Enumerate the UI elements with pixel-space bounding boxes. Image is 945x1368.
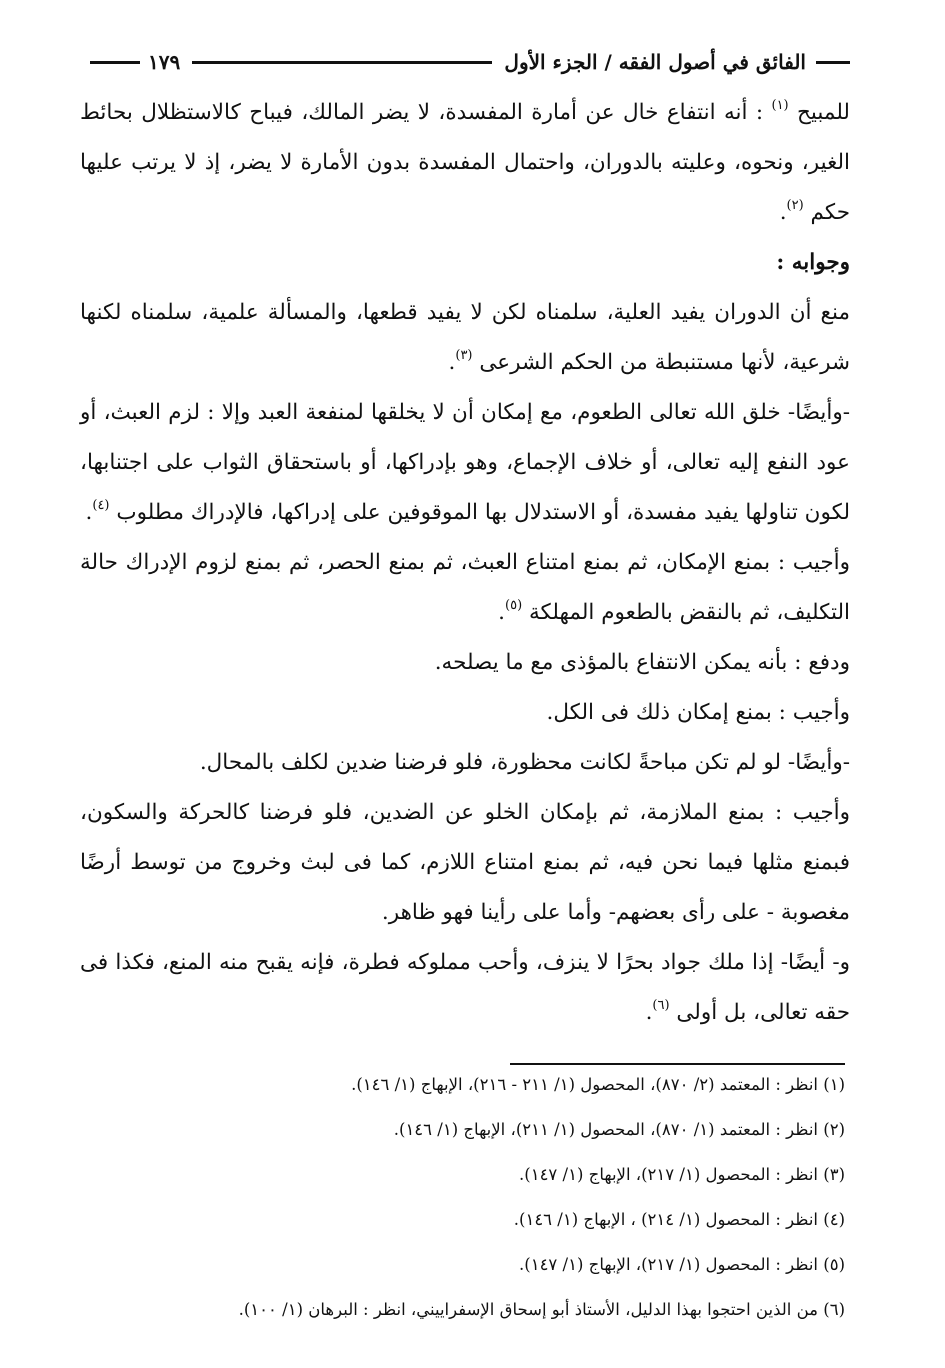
paragraph-heading <box>80 238 850 288</box>
footnote: (١) انظر : المعتمد (٢/ ٨٧٠)، المحصول (١/ ٢١١ - ٢١٦)، الإبهاج (١/ ١٤٦). <box>351 1075 845 1094</box>
paragraph-end: . <box>645 1000 653 1025</box>
footnote: (٤) انظر : المحصول (١/ ٢١٤) ، الإبهاج (١/ ١٤٦). <box>513 1210 845 1229</box>
paragraph <box>80 288 850 388</box>
footnote-ref: (٢) <box>786 197 804 213</box>
paragraph <box>80 88 850 238</box>
header-dash-left <box>90 61 140 64</box>
footnote: (٦) من الذين احتجوا بهذا الدليل، الأستاذ أبو إسحاق الإسفراييني، انظر : البرهان (١/ ١٠٠). <box>238 1300 845 1319</box>
paragraph-end: . <box>779 200 787 225</box>
paragraph-text: : أنه انتفاع خال عن أمارة المفسدة، لا يضر المالك، فيباح كالاستظلال بحائط الغير، ونحوه، وعليته بالدوران، واحتمال المفسدة بدون الأمارة لا يضر، إذ لا يرتب عليها حكم <box>80 100 850 225</box>
paragraph <box>80 538 850 638</box>
paragraph-text: للمبيح <box>797 100 850 125</box>
paragraph-text: وأجيب : بمنع الإمكان، ثم بمنع امتناع العبث، ثم بمنع الحصر، ثم بمنع لزوم الإدراك حالة التكليف، ثم بالنقض بالطعوم المهلكة <box>80 550 850 625</box>
paragraph-text: وأجيب : بمنع الملازمة، ثم بإمكان الخلو عن الضدين، فلو فرضنا كالحركة والسكون، فبمنع مثلها فيما نحن فيه، ثم بمنع امتناع اللازم، كما فى لبث وخروج من توسط أرضًا مغصوبة - على رأى بعضهم- وأما على رأينا فهو ظاهر. <box>80 800 850 925</box>
paragraph-end: . <box>498 600 506 625</box>
main-text <box>80 88 850 1038</box>
footnote-ref: (٦) <box>652 997 670 1013</box>
book-title: الفائق في أصول الفقه / الجزء الأول <box>504 50 806 74</box>
footnote: (٣) انظر : المحصول (١/ ٢١٧)، الإبهاج (١/ ١٤٧). <box>519 1165 845 1184</box>
footnote-ref: (٤) <box>92 497 110 513</box>
paragraph <box>80 738 850 788</box>
paragraph <box>80 688 850 738</box>
paragraph <box>80 388 850 538</box>
paragraph-text: منع أن الدوران يفيد العلية، سلمناه لكن لا يفيد قطعها، والمسألة علمية، سلمناه لكنها شرعية، لأنها مستنبطة من الحكم الشرعى <box>80 300 850 375</box>
footnote: (٥) انظر : المحصول (١/ ٢١٧)، الإبهاج (١/ ١٤٧). <box>519 1255 845 1274</box>
paragraph <box>80 638 850 688</box>
paragraph <box>80 788 850 938</box>
paragraph <box>80 938 850 1038</box>
paragraph-text: و- أيضًا- إذا ملك جواد بحرًا لا ينزف، وأحب مملوكه فطرة، فإنه يقبح منه المنع، فكذا فى حقه تعالى، بل أولى <box>80 950 850 1025</box>
running-header <box>90 44 850 80</box>
page-number: ١٧٩ <box>148 50 181 74</box>
paragraph-end: . <box>85 500 93 525</box>
footnotes <box>90 1062 845 1332</box>
footnote: (٢) انظر : المعتمد (١/ ٨٧٠)، المحصول (١/ ٢١١)، الإبهاج (١/ ١٤٦). <box>393 1120 845 1139</box>
paragraph-text: وأجيب : بمنع إمكان ذلك فى الكل. <box>546 700 850 725</box>
paragraph-text: -وأيضًا- لو لم تكن مباحةً لكانت محظورة، فلو فرضنا ضدين لكلف بالمحال. <box>199 750 850 775</box>
header-rule <box>192 61 492 64</box>
footnote-ref: (١) <box>771 97 789 113</box>
paragraph-text: -وأيضًا- خلق الله تعالى الطعوم، مع إمكان أن لا يخلقها لمنفعة العبد وإلا : لزم العبث، أو عود النفع إليه تعالى، أو خلاف الإجماع، وهو بإدراكها، أو باستحقاق الثواب على اجتنابها، لكون تناولها يفيد مفسدة، أو الاستدلال بها الموقوفين على إدراكها، فالإدراك مطلوب <box>80 400 850 525</box>
header-dash-right <box>816 61 850 64</box>
paragraph-text: ودفع : بأنه يمكن الانتفاع بالمؤذى مع ما يصلحه. <box>434 650 850 675</box>
paragraph-end: . <box>448 350 456 375</box>
heading-text: وجوابه : <box>776 250 850 275</box>
footnote-ref: (٥) <box>505 597 523 613</box>
footnote-ref: (٣) <box>455 347 473 363</box>
